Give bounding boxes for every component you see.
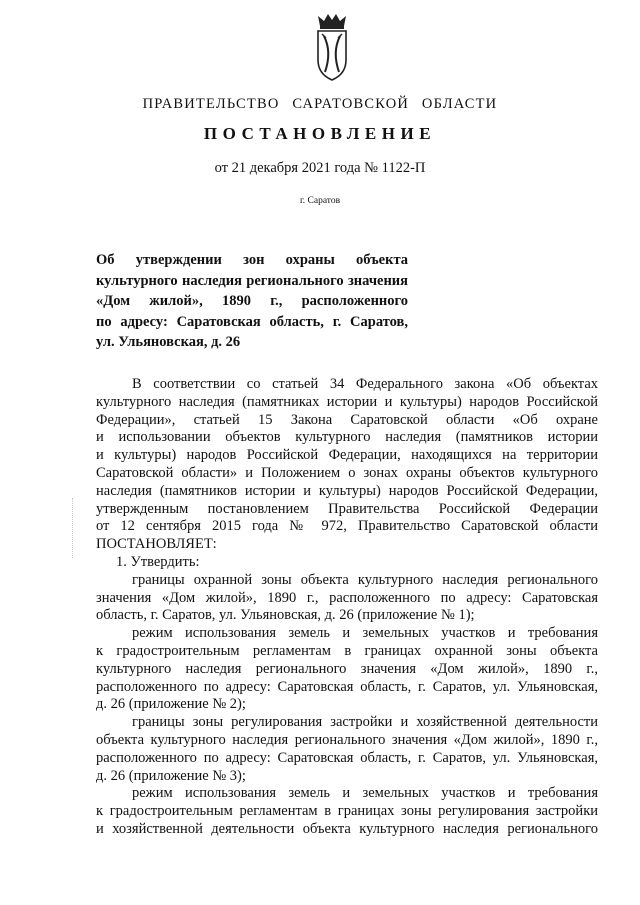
subject-line: культурного наследия регионального значения (96, 272, 408, 289)
document-body (96, 376, 598, 839)
body-line: область, г. Саратов, ул. Ульяновская, д. 26 (приложение № 1); (96, 607, 475, 624)
body-line: культурного наследия (памятниках истории и культуры) народов Российской (96, 393, 598, 410)
body-line: значения «Дом жилой», 1890 г., расположенного по адресу: Саратовская (96, 589, 598, 606)
margin-mark (72, 498, 75, 558)
body-line: 1. Утвердить: (116, 553, 200, 570)
body-line: границы зоны регулирования застройки и хозяйственной деятельности (132, 714, 598, 731)
body-line: д. 26 (приложение № 2); (96, 696, 246, 713)
coat-of-arms-icon (312, 12, 352, 84)
subject-line: «Дом жилой», 1890 г., расположенного (96, 293, 408, 309)
body-line: Саратовской области» и Положением о зонах охраны объектов культурного (96, 464, 598, 481)
body-line: границы охранной зоны объекта культурного наследия регионального (132, 571, 598, 588)
government-name: ПРАВИТЕЛЬСТВО САРАТОВСКОЙ ОБЛАСТИ (142, 96, 498, 112)
subject-line: ул. Ульяновская, д. 26 (96, 334, 241, 350)
subject-line: по адресу: Саратовская область, г. Саратов, (96, 313, 408, 330)
document-type: ПОСТАНОВЛЕНИЕ (203, 124, 437, 143)
body-line: от 12 сентября 2015 года № 972, Правительство Саратовской области (96, 518, 598, 535)
body-line: режим использования земель и земельных участков и требования (132, 625, 598, 642)
body-line: В соответствии со статьей 34 Федерального закона «Об объектах (132, 376, 598, 392)
body-line: расположенного по адресу: Саратовская область, г. Саратов, ул. Ульяновская, (96, 749, 598, 766)
body-line: к градостроительным регламентам в границах зоны регулирования застройки (96, 803, 598, 820)
body-line: режим использования земель и земельных участков и требования (132, 785, 598, 802)
body-line: и хозяйственной деятельности объекта культурного наследия регионального (96, 820, 598, 837)
body-line: наследия (памятников истории и культуры) народов Российской Федерации, (96, 482, 598, 499)
body-line: и культуры) народов Российской Федерации, находящихся на территории (96, 447, 598, 464)
body-line: Федерации», статьей 15 Закона Саратовской области «Об охране (96, 411, 598, 428)
document-city: г. Саратов (299, 196, 341, 206)
document-date-number: от 21 декабря 2021 года № 1122-П (214, 160, 426, 176)
body-line: и использовании объектов культурного наследия (памятников истории (96, 429, 598, 446)
subject-line: Об утверждении зон охраны объекта (96, 252, 408, 268)
body-line: д. 26 (приложение № 3); (96, 767, 246, 784)
body-line: ПОСТАНОВЛЯЕТ: (96, 536, 217, 553)
body-line: к градостроительным регламентам в границах охранной зоны объекта (96, 642, 598, 659)
body-line: объекта культурного наследия регионального значения «Дом жилой», 1890 г., (96, 731, 598, 748)
body-line: культурного наследия регионального значения «Дом жилой», 1890 г., (96, 660, 598, 677)
document-subject (96, 250, 408, 353)
body-line: утвержденным постановлением Правительства Российской Федерации (96, 500, 598, 517)
body-line: расположенного по адресу: Саратовская область, г. Саратов, ул. Ульяновская, (96, 678, 598, 695)
